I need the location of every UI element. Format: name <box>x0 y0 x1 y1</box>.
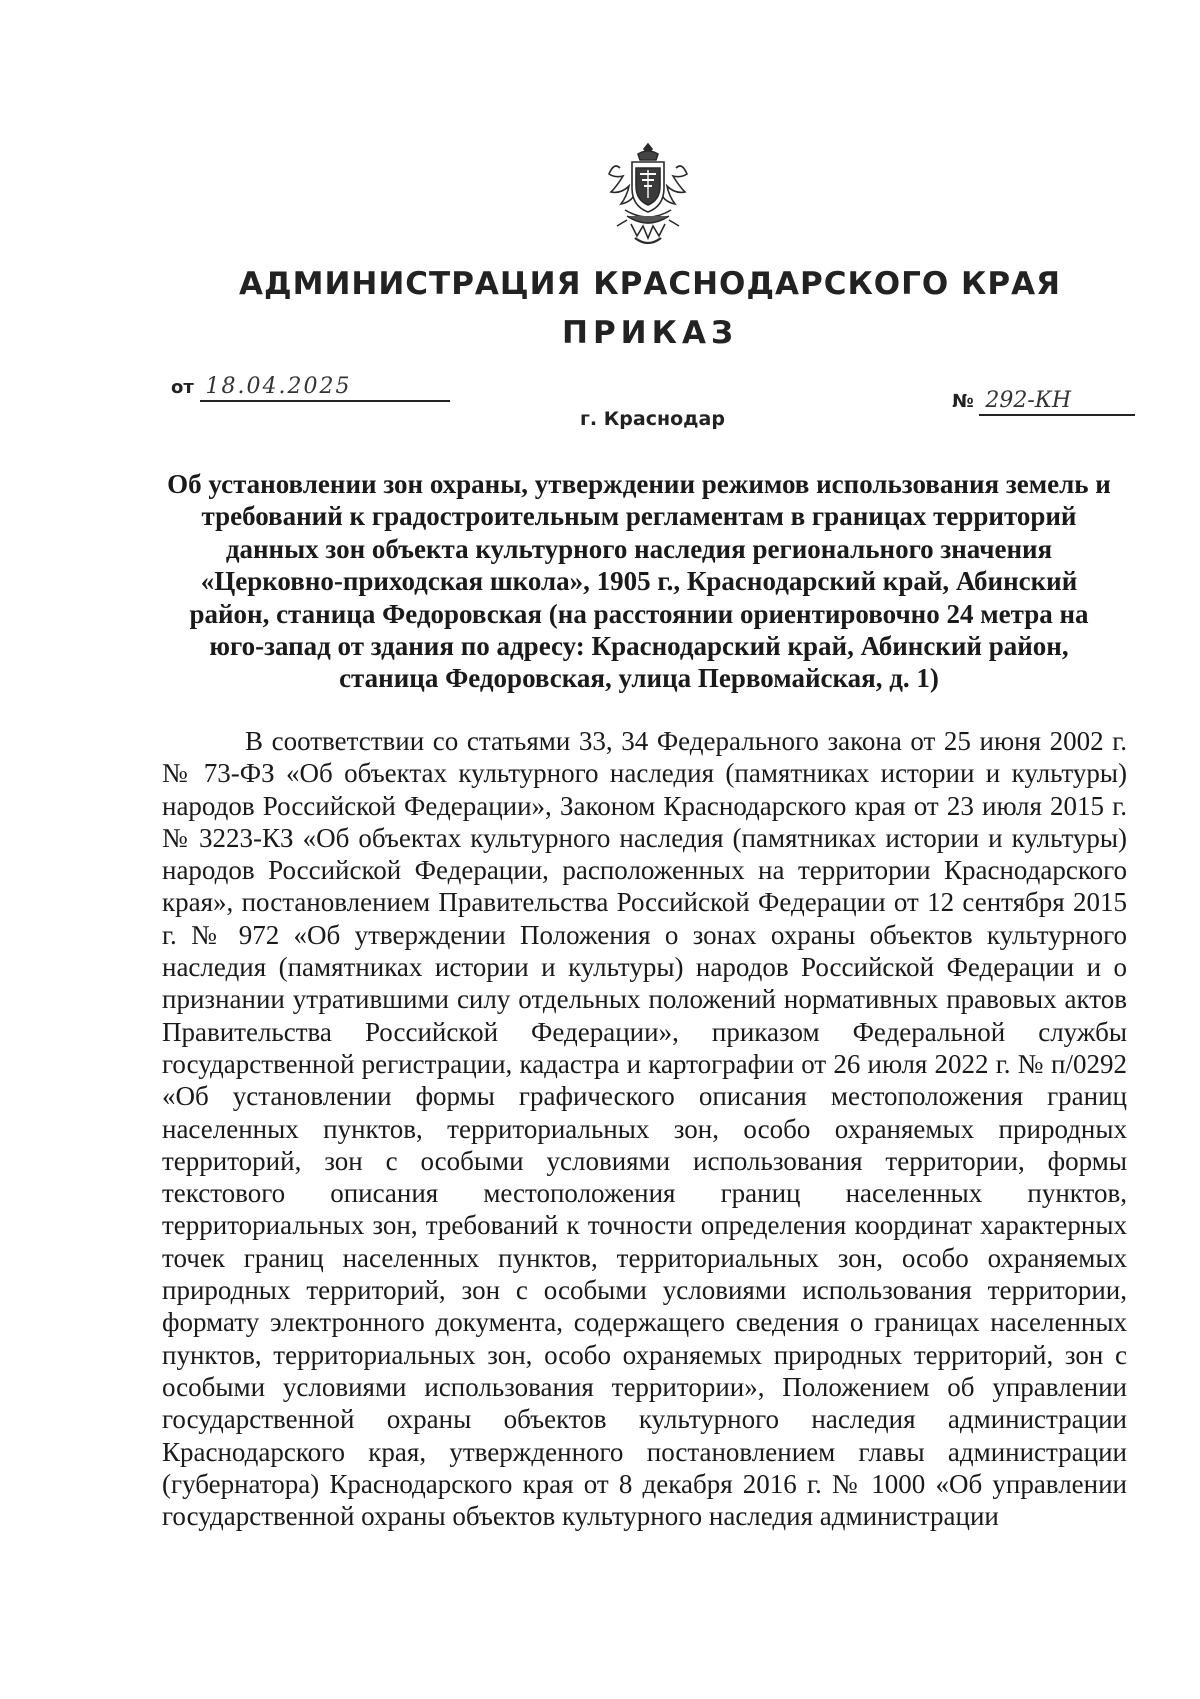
number-field <box>952 388 1135 416</box>
coat-of-arms-emblem <box>607 140 689 252</box>
date-label: от <box>171 377 194 398</box>
city-name: г. Краснодар <box>580 408 725 430</box>
date-field <box>171 374 450 402</box>
body-paragraph: В соответствии со статьями 33, 34 Федерального закона от 25 июня 2002 г. № 73-ФЗ «Об объектах культурного наследия (памятниках истории и культуры) народов Российской Федерации», Законом Краснодарского края от 23 июля 2015 г. № 3223-КЗ «Об объектах культурного наследия (памятниках истории и культуры) народов Российской Федерации, расположенных на территории Краснодарского края», постановлением Правительства Российской Федерации от 12 сентября 2015 г. № 972 «Об утверждении Положения о зонах охраны объектов культурного наследия (памятниках истории и культуры) народов Российской Федерации и о признании утратившими силу отдельных положений нормативных правовых актов Правительства Российской Федерации», приказом Федеральной службы государственной регистрации, кадастра и картографии от 26 июля 2022 г. № п/0292 «Об установлении формы графического описания местоположения границ населенных пунктов, территориальных зон, особо охраняемых природных территорий, зон с особыми условиями использования территории, формы текстового описания местоположения границ населенных пунктов, территориальных зон, требований к точности определения координат характерных точек границ населенных пунктов, территориальных зон, особо охраняемых природных территорий, зон с особыми условиями использования территории, формату электронного документа, содержащего сведения о границах населенных пунктов, территориальных зон, особо охраняемых природных территорий, зон с особыми условиями использования территории», Положением об управлении государственной охраны объектов культурного наследия администрации Краснодарского края, утвержденного постановлением главы администрации (губернатора) Краснодарского края от 8 декабря 2016 г. № 1000 «Об управлении государственной охраны объектов культурного наследия администрации <box>162 726 1127 1532</box>
organization-name: АДМИНИСТРАЦИЯ КРАСНОДАРСКОГО КРАЯ <box>239 266 1061 302</box>
number-label: № <box>952 391 974 412</box>
document-title: Об установлении зон охраны, утверждении режимов использования земель и требований к градостроительным регламентам в границах территорий данных зон объекта культурного наследия регионального значения «Церковно-приходская школа», 1905 г., Краснодарский край, Абинский район, станица Федоровская (на расстоянии ориентировочно 24 метра на юго-запад от здания по адресу: Краснодарский край, Абинский район, станица Федоровская, улица Первомайская, д. 1) <box>167 469 1111 694</box>
document-type: ПРИКАЗ <box>562 315 738 351</box>
number-value: 292-КН <box>979 388 1135 416</box>
date-value: 18.04.2025 <box>200 374 450 402</box>
